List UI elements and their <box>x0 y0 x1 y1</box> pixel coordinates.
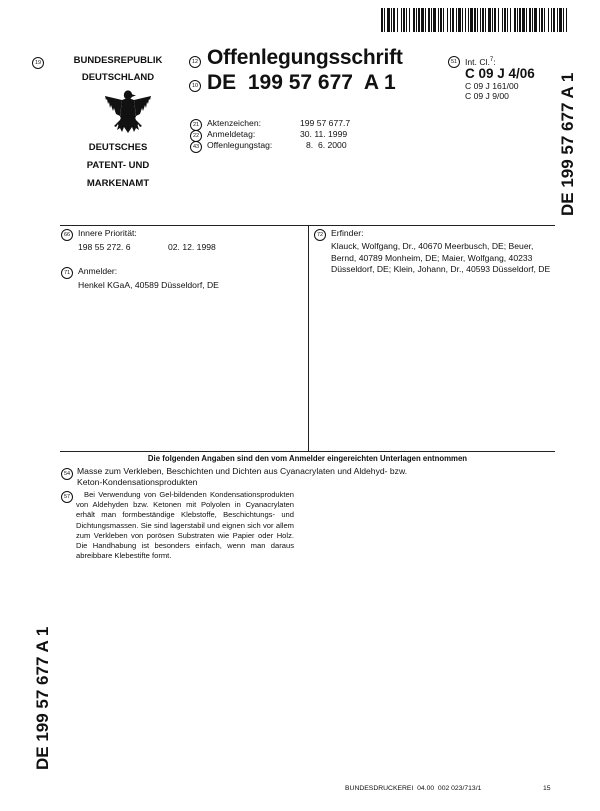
int-cl-text: Int. Cl. <box>465 56 490 67</box>
code-22: 22 <box>190 130 202 142</box>
anmeldetag-value: 30. 11. 1999 <box>300 129 348 139</box>
country-name <box>62 55 174 84</box>
office-line-3: MARKENAMT <box>86 178 150 189</box>
country-line-1: BUNDESREPUBLIK <box>73 55 163 66</box>
int-cl-edition: 7 <box>489 57 494 63</box>
int-cl-sub-1: C 09 J 161/00 <box>465 81 519 91</box>
code-51: 51 <box>448 56 460 68</box>
submission-notice: Die folgenden Angaben sind den vom Anmelder eingereichten Unterlagen entnommen <box>147 454 468 463</box>
office-name <box>62 142 174 190</box>
code-21: 21 <box>190 119 202 131</box>
printer-line: BUNDESDRUCKEREI 04.00 002 023/713/1 <box>345 785 482 792</box>
barcode-icon <box>381 8 567 32</box>
code-66: 66 <box>61 229 73 241</box>
prioritaet-label: Innere Priorität: <box>78 228 137 238</box>
invention-title <box>77 466 407 487</box>
anmelder-label: Anmelder: <box>78 266 118 276</box>
office-line-1: DEUTSCHES <box>88 142 148 153</box>
code-19: 19 <box>32 57 44 69</box>
code-57: 57 <box>61 491 73 503</box>
code-71: 71 <box>61 267 73 279</box>
offenlegungstag-label: Offenlegungstag: <box>207 140 273 150</box>
office-line-2: PATENT- UND <box>86 160 150 171</box>
int-cl-colon: : <box>493 56 496 67</box>
code-72: 72 <box>314 229 326 241</box>
side-document-number: DE 199 57 677 A 1 <box>558 72 577 216</box>
abstract-text: Bei Verwendung von Gel-bildenden Kondensationsprodukten von Aldehyden bzw. Ketonen mit Polyolen in Cyanacrylaten erhält man formbeständige Klebstoffe, Beschichtungs- und Dichtungsmassen. Sie sind lagerstabil und eignen sich vor allem zum Verkleben von porösen Substraten wie Papier oder Holz. Die Handhabung ist besonders einfach, wenn man daraus abreibbare Klebestifte formt. <box>76 490 294 561</box>
invention-title-line-1: Masse zum Verkleben, Beschichten und Dichten aus Cyanacrylaten und Aldehyd- bzw. <box>77 466 408 476</box>
aktenzeichen-label: Aktenzeichen: <box>207 118 261 128</box>
anmelder-value: Henkel KGaA, 40589 Düsseldorf, DE <box>78 280 219 290</box>
page-number: 15 <box>543 785 551 792</box>
column-divider <box>308 226 309 451</box>
side-document-number-left: DE 199 57 677 A 1 <box>33 626 52 770</box>
section-rule-bottom <box>60 451 555 452</box>
code-54: 54 <box>61 468 73 480</box>
code-10: 10 <box>189 80 201 92</box>
code-43: 43 <box>190 141 202 153</box>
document-type: Offenlegungsschrift <box>207 46 403 69</box>
anmeldetag-label: Anmeldetag: <box>207 129 256 139</box>
federal-eagle-icon <box>103 86 153 138</box>
int-cl-sub-2: C 09 J 9/00 <box>465 91 509 101</box>
int-cl-main: C 09 J 4/06 <box>465 66 535 81</box>
aktenzeichen-value: 199 57 677.7 <box>300 118 351 128</box>
erfinder-value: Klauck, Wolfgang, Dr., 40670 Meerbusch, DE; Beuer, Bernd, 40789 Monheim, DE; Maier, Wolfgang, 40233 Düsseldorf, DE; Klein, Johann, Dr., 40593 Düsseldorf, DE <box>331 241 551 274</box>
code-12: 12 <box>189 56 201 68</box>
document-number: DE 199 57 677 A 1 <box>207 71 396 94</box>
country-line-2: DEUTSCHLAND <box>81 72 155 83</box>
invention-title-line-2: Keton-Kondensationsprodukten <box>77 476 198 487</box>
prioritaet-number: 198 55 272. 6 <box>78 242 131 252</box>
prioritaet-date: 02. 12. 1998 <box>168 242 216 252</box>
offenlegungstag-value: 8. 6. 2000 <box>306 140 347 150</box>
erfinder-label: Erfinder: <box>331 228 364 238</box>
